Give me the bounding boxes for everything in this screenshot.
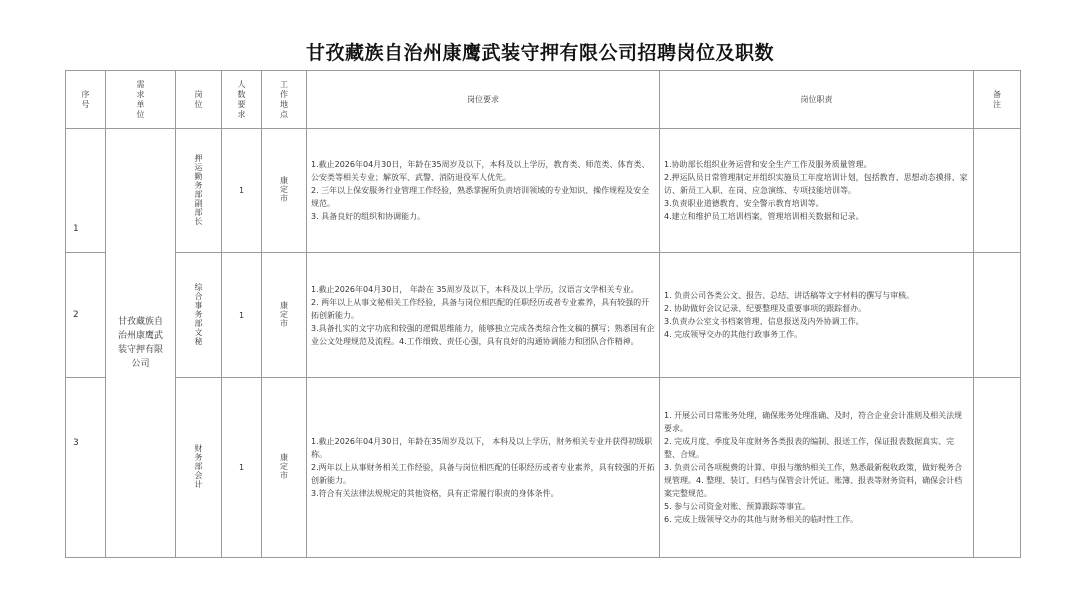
row-position: 押运勤务部副部长 xyxy=(176,129,222,253)
header-remarks: 备注 xyxy=(974,71,1021,129)
row-seq: 2 xyxy=(66,253,106,378)
row-requirements: 1.截止2026年04月30日，年龄在35周岁及以下，本科及以上学历，教育类、师范类、体育类、公安类等相关专业；解放军、武警、消防退役军人优先。 2. 三年以上保安服务行业管理工作经验，熟悉掌握所负责培训领域的专业知识、操作规程及安全规范。 3. 具备良好的组织和协调能力。 xyxy=(307,129,660,253)
header-count: 人数要求 xyxy=(222,71,262,129)
row-requirements: 1.截止2026年04月30日，年龄在35周岁及以下， 本科及以上学历，财务相关专业并获得初级职称。 2.两年以上从事财务相关工作经验，具备与岗位相匹配的任职经历或者专业素养，具有较强的开拓创新能力。 3.符合有关法律法规规定的其他资格，具有正常履行职责的身体条件。 xyxy=(307,378,660,558)
demand-unit: 甘孜藏族自治州康鹰武装守押有限公司 xyxy=(106,129,176,558)
row-seq: 1 xyxy=(66,129,106,253)
row-duties: 1.协助部长组织业务运营和安全生产工作及服务质量管理。 2.押运队员日常管理制定并组织实施员工年度培训计划，包括教育、思想动态摸排、家访、新员工入职、在岗、应急演练、专项技能培训等。 3.负责职业道德教育、安全警示教育培训等。 4.建立和维护员工培训档案，管理培训相关数据和记录。 xyxy=(660,129,974,253)
table-row xyxy=(66,253,1021,378)
row-location: 康定市 xyxy=(262,129,307,253)
row-remarks xyxy=(974,129,1021,253)
row-location: 康定市 xyxy=(262,378,307,558)
header-requirements: 岗位要求 xyxy=(307,71,660,129)
header-position: 岗位 xyxy=(176,71,222,129)
row-position: 财务部会计 xyxy=(176,378,222,558)
row-position: 综合事务部文秘 xyxy=(176,253,222,378)
row-duties: 1. 开展公司日常账务处理，确保账务处理准确、及时，符合企业会计准则及相关法规要求。 2. 完成月度、季度及年度财务各类报表的编制、报送工作，保证报表数据真实、完整、合规。 3. 负责公司各项税费的计算、申报与缴纳相关工作，熟悉最新税收政策，做好税务合规管理。4. 整理、装订、归档与保管会计凭证、账簿、报表等财务资料，确保会计档案完整规范。 5. 参与公司资金对账、预算跟踪等事宜。 6. 完成上级领导交办的其他与财务相关的临时性工作。 xyxy=(660,378,974,558)
header-unit: 需求单位 xyxy=(106,71,176,129)
header-seq: 序号 xyxy=(66,71,106,129)
header-duties: 岗位职责 xyxy=(660,71,974,129)
table-row xyxy=(66,378,1021,558)
row-remarks xyxy=(974,378,1021,558)
page-title: 甘孜藏族自治州康鹰武装守押有限公司招聘岗位及职数 xyxy=(305,42,774,64)
row-count: 1 xyxy=(222,378,262,558)
row-count: 1 xyxy=(222,129,262,253)
row-location: 康定市 xyxy=(262,253,307,378)
row-count: 1 xyxy=(222,253,262,378)
table-row xyxy=(66,129,1021,253)
table-header-row xyxy=(66,71,1021,129)
recruitment-table xyxy=(65,70,1021,558)
row-remarks xyxy=(974,253,1021,378)
row-duties: 1. 负责公司各类公文、报告、总结、讲话稿等文字材料的撰写与审核。 2. 协助做好会议记录、纪要整理及重要事项的跟踪督办。 3.负责办公室文书档案管理、信息报送及内外协调工作。 4. 完成领导交办的其他行政事务工作。 xyxy=(660,253,974,378)
header-location: 工作地点 xyxy=(262,71,307,129)
row-seq: 3 xyxy=(66,378,106,558)
row-requirements: 1.截止2026年04月30日， 年龄在 35周岁及以下，本科及以上学历，汉语言文学相关专业。 2. 两年以上从事文秘相关工作经验，具备与岗位相匹配的任职经历或者专业素养，具有较强的开拓创新能力。 3.具备扎实的文字功底和较强的逻辑思维能力，能够独立完成各类综合性文稿的撰写；熟悉国有企业公文处理规范及流程。4.工作细致、责任心强，具有良好的沟通协调能力和团队合作精神。 xyxy=(307,253,660,378)
